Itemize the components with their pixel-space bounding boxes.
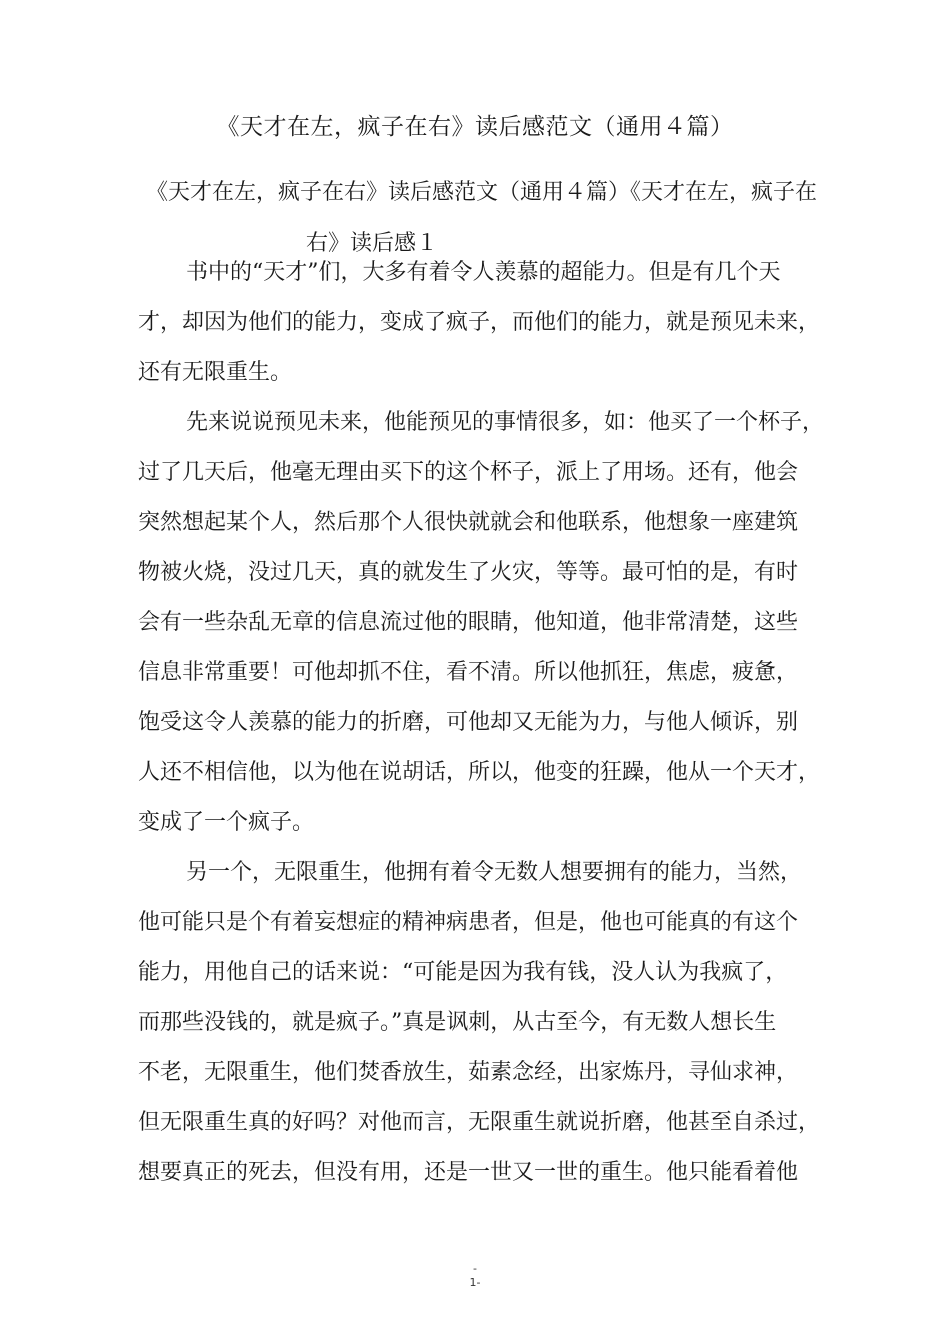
body-line: 先来说说预见未来，他能预见的事情很多，如：他买了一个杯子， — [186, 410, 825, 435]
body-line: 变成了一个疯子。 — [138, 810, 315, 835]
body-line: 还有无限重生。 — [138, 360, 293, 385]
footer-dash: - — [473, 1262, 477, 1275]
subtitle-line-2: 右》读后感１ — [306, 231, 439, 256]
body-line: 人还不相信他，以为他在说胡话，所以，他变的狂躁，他从一个天才， — [138, 760, 821, 785]
body-line: 会有一些杂乱无章的信息流过他的眼睛，他知道，他非常清楚，这些 — [138, 610, 799, 635]
body-line: 不老，无限重生，他们焚香放生，茹素念经，出家炼丹，寻仙求神， — [138, 1060, 799, 1085]
body-line: 过了几天后，他毫无理由买下的这个杯子，派上了用场。还有，他会 — [138, 460, 799, 485]
page-number: 1- — [469, 1276, 481, 1289]
body-line: 才，却因为他们的能力，变成了疯子，而他们的能力，就是预见未来， — [138, 310, 821, 335]
body-line: 另一个，无限重生，他拥有着令无数人想要拥有的能力，当然， — [186, 860, 803, 885]
body-line: 但无限重生真的好吗？对他而言，无限重生就说折磨，他甚至自杀过， — [138, 1110, 821, 1135]
body-line: 书中的“天才”们，大多有着令人羡慕的超能力。但是有几个天 — [186, 260, 781, 285]
body-line: 信息非常重要！可他却抓不住，看不清。所以他抓狂，焦虑，疲惫， — [138, 660, 799, 685]
document-title: 《天才在左，疯子在右》读后感范文（通用４篇） — [216, 114, 734, 140]
body-line: 饱受这令人羡慕的能力的折磨，可他却又无能为力，与他人倾诉，别 — [138, 710, 799, 735]
body-line: 想要真正的死去，但没有用，还是一世又一世的重生。他只能看着他 — [138, 1160, 799, 1185]
body-line: 他可能只是个有着妄想症的精神病患者，但是，他也可能真的有这个 — [138, 910, 799, 935]
body-line: 能力，用他自己的话来说：“可能是因为我有钱，没人认为我疯了， — [138, 960, 788, 985]
body-line: 物被火烧，没过几天，真的就发生了火灾，等等。最可怕的是，有时 — [138, 560, 799, 585]
body-line: 而那些没钱的，就是疯子。”真是讽刺，从古至今，有无数人想长生 — [138, 1010, 777, 1035]
subtitle-line-1: 《天才在左，疯子在右》读后感范文（通用４篇）《天才在左，疯子在 — [146, 180, 818, 205]
body-line: 突然想起某个人，然后那个人很快就就会和他联系，他想象一座建筑 — [138, 510, 799, 535]
